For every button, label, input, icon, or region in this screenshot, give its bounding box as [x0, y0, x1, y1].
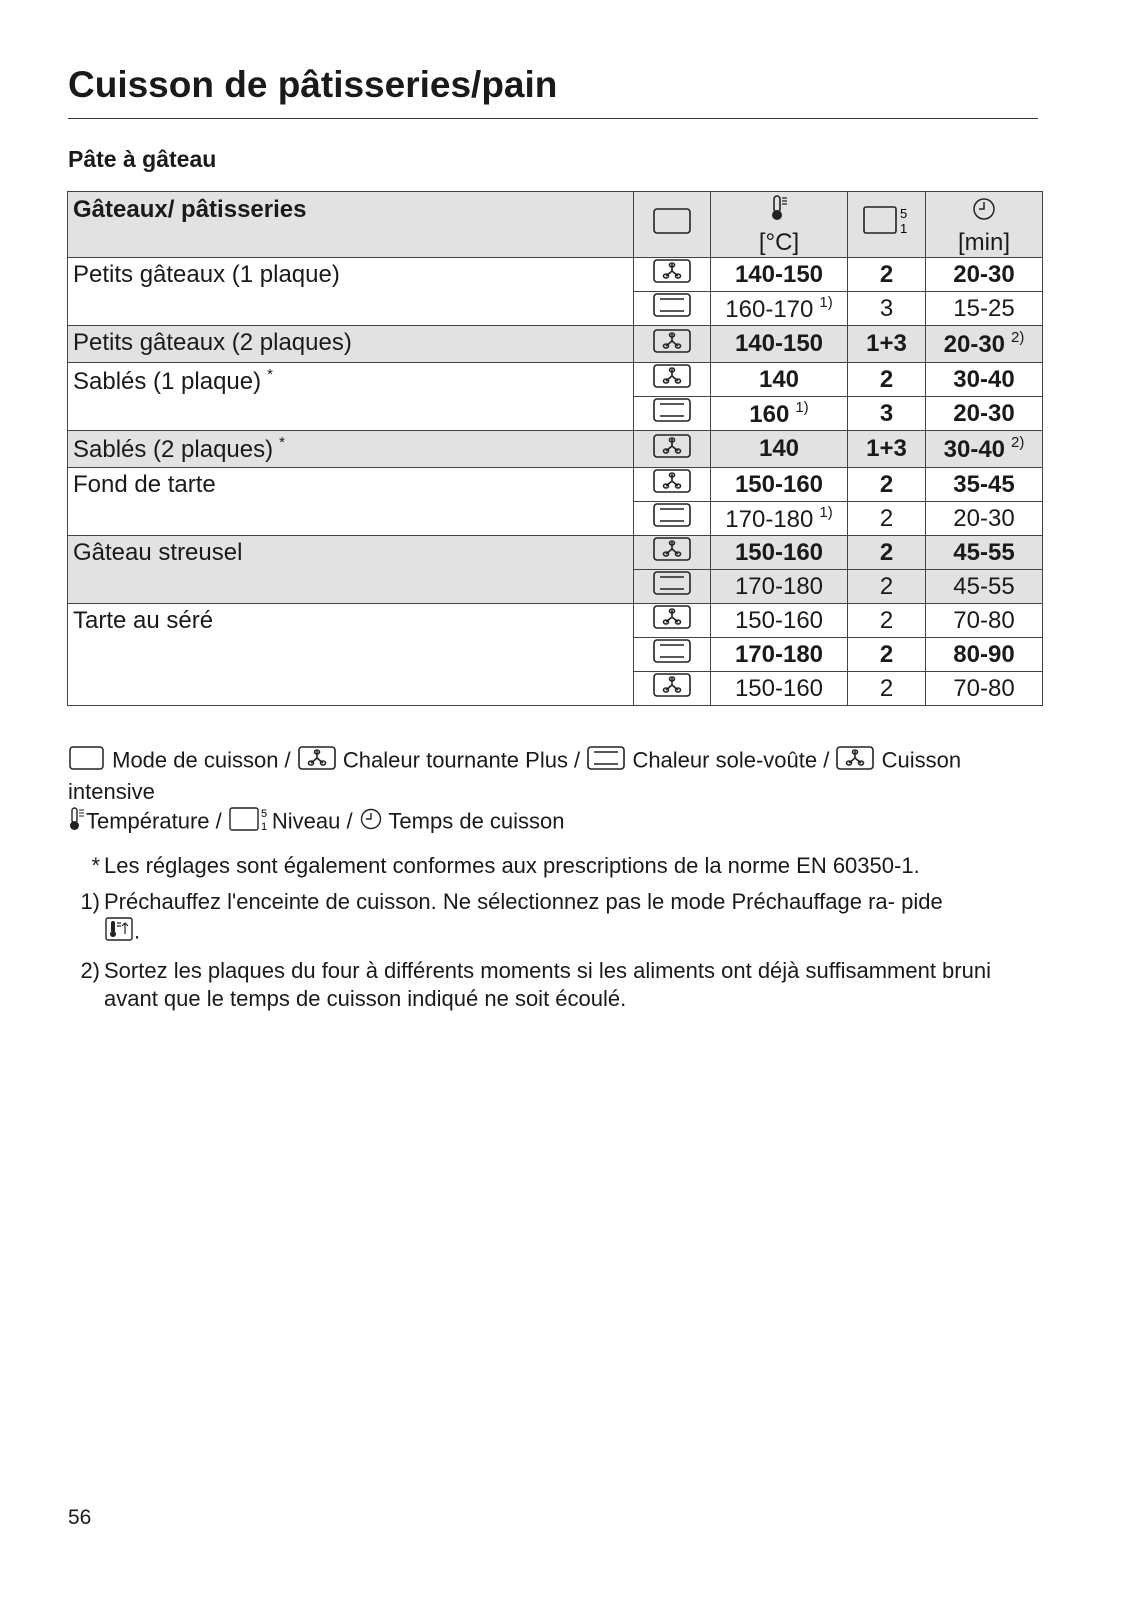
time-cell	[926, 604, 1043, 638]
time-cell	[926, 292, 1043, 326]
temp-value: 150-160	[734, 538, 824, 566]
temp-cell	[711, 502, 848, 536]
legend-modes	[68, 745, 1028, 806]
time-value: 80-90	[953, 640, 1015, 668]
time-note: 2)	[1011, 434, 1025, 451]
temp-value: 150-160	[734, 606, 824, 634]
time-value: 20-30	[953, 399, 1015, 427]
table-row	[68, 431, 1043, 468]
fan-icon	[652, 536, 692, 569]
temp-value: 140-150	[734, 260, 824, 288]
time-value: 70-80	[953, 674, 1015, 702]
temp-value: 160-170	[725, 295, 814, 323]
level-cell: 2	[848, 502, 926, 536]
rapid-preheat-icon	[104, 916, 134, 949]
dish-label: Fond de tarte	[73, 471, 216, 498]
mode-cell	[634, 363, 711, 397]
top-bottom-heat-icon	[652, 292, 692, 325]
level-cell: 2	[848, 570, 926, 604]
temp-value: 140	[758, 365, 800, 393]
mode-icon	[652, 207, 692, 242]
svg-text:5: 5	[899, 206, 907, 221]
footnote-text: Préchauffez l'enceinte de cuisson. Ne sélectionnez pas le mode Préchauffage ra- pide	[104, 889, 943, 914]
svg-text:5: 5	[260, 808, 267, 820]
temp-cell	[711, 536, 848, 570]
dish-label: Petits gâteaux (1 plaque)	[73, 261, 340, 288]
mode-cell	[634, 468, 711, 502]
level-icon	[862, 204, 912, 245]
table-row	[68, 363, 1043, 397]
temp-cell	[711, 292, 848, 326]
page-number: 56	[68, 1506, 92, 1529]
temp-cell	[711, 431, 848, 468]
table-row	[68, 468, 1043, 502]
temp-cell	[711, 638, 848, 672]
star-note: *	[279, 434, 285, 451]
footnote-text: Sortez les plaques du four à différents moments si les aliments ont déjà suffisamment bruni avant que le temps de cuisson indiqué ne soit écoulé.	[104, 958, 991, 1011]
table-row	[68, 326, 1043, 363]
time-value: 20-30	[953, 504, 1015, 532]
temp-cell	[711, 468, 848, 502]
time-cell	[926, 638, 1043, 672]
header-mode	[634, 192, 711, 258]
header-temp	[711, 192, 848, 258]
time-cell	[926, 570, 1043, 604]
svg-text:1: 1	[260, 821, 267, 833]
temp-note: 1)	[819, 503, 833, 521]
mode-icon	[68, 745, 106, 778]
table-row	[68, 258, 1043, 292]
temp-value: 170-180	[734, 572, 824, 600]
mode-cell	[634, 638, 711, 672]
mode-cell	[634, 258, 711, 292]
level-cell: 1+3	[848, 326, 926, 363]
time-cell	[926, 258, 1043, 292]
mode-cell	[634, 502, 711, 536]
dish-name	[68, 258, 634, 326]
top-bottom-heat-icon	[652, 502, 692, 535]
dish-name	[68, 536, 634, 604]
temp-cell	[711, 672, 848, 706]
time-value: 45-55	[953, 538, 1015, 566]
clock-icon	[359, 807, 383, 838]
temp-value: 150-160	[734, 674, 824, 702]
level-cell: 2	[848, 638, 926, 672]
footnote-2	[68, 957, 1028, 1013]
mode-cell	[634, 570, 711, 604]
level-cell: 2	[848, 604, 926, 638]
temp-cell	[711, 258, 848, 292]
temp-cell	[711, 363, 848, 397]
time-cell	[926, 326, 1043, 363]
mode-cell	[634, 672, 711, 706]
dish-label: Tarte au séré	[73, 607, 214, 634]
temp-unit: [°C]	[758, 229, 800, 256]
svg-text:1: 1	[899, 221, 907, 236]
temp-value: 160	[749, 400, 790, 428]
dish-label: Sablés (2 plaques)	[73, 436, 274, 463]
dish-name	[68, 431, 634, 468]
table-row	[68, 536, 1043, 570]
time-cell	[926, 502, 1043, 536]
time-value: 45-55	[953, 572, 1015, 600]
thermometer-icon	[68, 806, 86, 839]
footnote-marker: 2)	[80, 958, 100, 983]
footnotes	[68, 852, 1028, 1021]
time-value: 35-45	[953, 470, 1015, 498]
dish-label: Sablés (1 plaque)	[73, 368, 262, 395]
dish-label: Petits gâteaux (2 plaques)	[73, 329, 352, 356]
time-cell	[926, 468, 1043, 502]
footnote-marker: 1)	[80, 889, 100, 914]
level-cell: 3	[848, 292, 926, 326]
mode-cell	[634, 431, 711, 468]
header-time	[926, 192, 1043, 258]
temp-note: 1)	[795, 398, 809, 416]
temp-value: 170-180	[725, 505, 814, 533]
footnote-text: Les réglages sont également conformes aux prescriptions de la norme EN 60350-1.	[104, 853, 920, 878]
time-value: 15-25	[953, 294, 1015, 322]
baking-table	[67, 191, 1043, 706]
temp-value: 140	[758, 435, 800, 462]
legend-intensive: Cuisson intensive	[68, 747, 962, 804]
time-cell	[926, 431, 1043, 468]
legend-temp: Température /	[86, 808, 222, 834]
time-value: 20-30	[943, 331, 1006, 358]
level-cell: 2	[848, 363, 926, 397]
temp-value: 170-180	[734, 640, 824, 668]
fan-icon	[652, 604, 692, 637]
clock-icon	[926, 196, 1042, 229]
temp-cell	[711, 570, 848, 604]
time-note: 2)	[1011, 329, 1025, 346]
dish-name	[68, 468, 634, 536]
level-cell: 2	[848, 258, 926, 292]
footnote-marker: *	[91, 853, 100, 878]
fan-icon	[652, 363, 692, 396]
legend-topbottom: Chaleur sole-voûte /	[632, 747, 830, 773]
mode-cell	[634, 292, 711, 326]
thermometer-icon	[711, 194, 847, 229]
time-value: 70-80	[953, 606, 1015, 634]
mode-cell	[634, 536, 711, 570]
legend-columns	[68, 805, 565, 840]
level-cell: 2	[848, 536, 926, 570]
table-header	[68, 192, 1043, 258]
legend-fan: Chaleur tournante Plus /	[342, 747, 581, 773]
fan-icon	[652, 328, 692, 361]
time-value: 30-40	[953, 365, 1015, 393]
dish-name	[68, 363, 634, 431]
dish-name	[68, 604, 634, 706]
title-divider	[68, 118, 1038, 119]
footnote-star	[68, 852, 1028, 880]
legend-level: Niveau /	[271, 808, 353, 834]
table-row	[68, 604, 1043, 638]
mode-cell	[634, 604, 711, 638]
temp-cell	[711, 397, 848, 431]
mode-cell	[634, 397, 711, 431]
fan-icon	[652, 433, 692, 466]
dish-name	[68, 326, 634, 363]
footnote-1	[68, 888, 1028, 949]
level-icon	[228, 805, 272, 840]
fan-icon	[652, 468, 692, 501]
star-note: *	[267, 366, 273, 383]
dish-label: Gâteau streusel	[73, 539, 243, 566]
temp-note: 1)	[819, 293, 833, 311]
time-value: 30-40	[943, 436, 1006, 463]
top-bottom-heat-icon	[652, 397, 692, 430]
fan-icon	[297, 745, 337, 778]
fan-icon	[652, 672, 692, 705]
temp-value: 150-160	[734, 470, 824, 498]
intensive-bake-icon	[835, 745, 875, 778]
time-cell	[926, 397, 1043, 431]
legend-time: Temps de cuisson	[388, 808, 565, 834]
top-bottom-heat-icon	[652, 638, 692, 671]
time-cell	[926, 536, 1043, 570]
time-cell	[926, 363, 1043, 397]
header-level	[848, 192, 926, 258]
time-cell	[926, 672, 1043, 706]
page-title: Cuisson de pâtisseries/pain	[68, 64, 558, 105]
temp-cell	[711, 604, 848, 638]
top-bottom-heat-icon	[586, 745, 626, 778]
header-name: Gâteaux/ pâtisseries	[68, 192, 634, 258]
time-unit: [min]	[957, 229, 1010, 256]
fan-icon	[652, 258, 692, 291]
level-cell: 3	[848, 397, 926, 431]
section-title: Pâte à gâteau	[68, 146, 217, 172]
legend-mode: Mode de cuisson /	[112, 747, 291, 773]
level-cell: 1+3	[848, 431, 926, 468]
mode-cell	[634, 326, 711, 363]
temp-cell	[711, 326, 848, 363]
level-cell: 2	[848, 672, 926, 706]
temp-value: 140-150	[734, 330, 824, 357]
level-cell: 2	[848, 468, 926, 502]
top-bottom-heat-icon	[652, 570, 692, 603]
time-value: 20-30	[953, 260, 1015, 288]
footnote-suffix: .	[134, 918, 141, 944]
